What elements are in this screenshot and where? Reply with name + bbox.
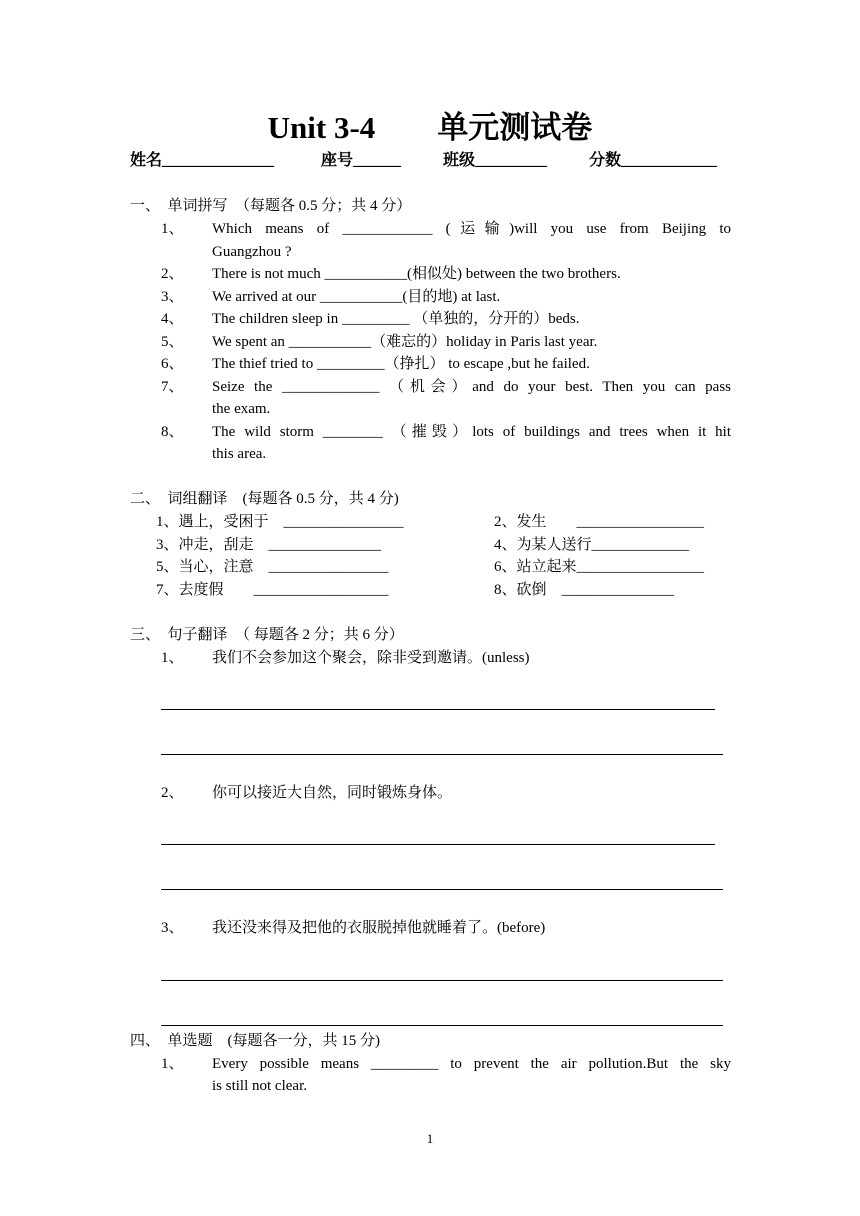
- s1-item1-text-cont: Guangzhou ?: [212, 244, 292, 260]
- s2-phrase6: 6、站立起来_________________: [494, 559, 705, 575]
- s2-phrase4: 4、为某人送行_____________: [494, 537, 690, 553]
- s1-item7-text-cont: the exam.: [212, 401, 271, 417]
- class-field[interactable]: 班级_________: [443, 152, 548, 169]
- answer-line[interactable]: [161, 980, 723, 981]
- answer-line[interactable]: [161, 754, 723, 755]
- seat-field[interactable]: 座号______: [321, 152, 402, 169]
- name-field[interactable]: 姓名______________: [130, 152, 275, 169]
- s2-phrase2: 2、发生 _________________: [494, 514, 705, 530]
- s1-item1-text: Which means of ____________ (运输)will you use from Beijing to: [212, 221, 731, 237]
- s4-item1-text: Every possible means _________ to prevent the air pollution.But the sky: [212, 1056, 731, 1072]
- score-field[interactable]: 分数____________: [589, 152, 718, 169]
- answer-line[interactable]: [161, 1025, 723, 1026]
- s1-item2-text: There is not much ___________(相似处) between the two brothers.: [212, 266, 621, 282]
- s1-item8-text: The wild storm ________ （摧毁）lots of buildings and trees when it hit: [212, 424, 731, 440]
- title-unit: Unit 3-4: [267, 110, 376, 145]
- s3-item2-number: 2、: [161, 785, 184, 801]
- s2-phrase5: 5、当心，注意 ________________: [156, 559, 389, 575]
- page-number: 1: [426, 1131, 434, 1146]
- s3-item3-text: 我还没来得及把他的衣服脱掉他就睡着了。(before): [212, 920, 546, 936]
- s1-item1-number: 1、: [161, 221, 184, 237]
- section2-heading: 二、 词组翻译 (每题各 0.5 分，共 4 分): [130, 491, 399, 507]
- s1-item7-text: Seize the _____________ （机会）and do your best. Then you can pass: [212, 379, 731, 395]
- s2-phrase1: 1、遇上，受困于 ________________: [156, 514, 404, 530]
- section4-heading: 四、 单选题 (每题各一分，共 15 分): [130, 1033, 380, 1049]
- title-test-name: 单元测试卷: [437, 110, 593, 145]
- s2-phrase7: 7、去度假 __________________: [156, 582, 389, 598]
- s1-item7-number: 7、: [161, 379, 184, 395]
- s1-item4-number: 4、: [161, 311, 184, 327]
- section1-heading: 一、 单词拼写 （每题各 0.5 分；共 4 分）: [130, 198, 412, 214]
- section3-heading: 三、 句子翻译 （ 每题各 2 分；共 6 分）: [130, 627, 404, 643]
- s2-phrase3: 3、冲走，刮走 _______________: [156, 537, 382, 553]
- s1-item8-number: 8、: [161, 424, 184, 440]
- s1-item3-number: 3、: [161, 289, 184, 305]
- s3-item1-text: 我们不会参加这个聚会，除非受到邀请。(unless): [212, 650, 530, 666]
- s3-item2-text: 你可以接近大自然，同时锻炼身体。: [212, 785, 453, 801]
- page-title: [0, 108, 860, 148]
- s2-phrase8: 8、砍倒 _______________: [494, 582, 675, 598]
- s1-item2-number: 2、: [161, 266, 184, 282]
- answer-line[interactable]: [161, 709, 715, 710]
- answer-line[interactable]: [161, 844, 715, 845]
- s1-item5-number: 5、: [161, 334, 184, 350]
- s4-item1-number: 1、: [161, 1056, 184, 1072]
- s3-item1-number: 1、: [161, 650, 184, 666]
- s4-item1-text-cont: is still not clear.: [212, 1078, 307, 1094]
- s1-item3-text: We arrived at our ___________(目的地) at last.: [212, 289, 501, 305]
- s1-item8-text-cont: this area.: [212, 446, 267, 462]
- s1-item6-number: 6、: [161, 356, 184, 372]
- s1-item5-text: We spent an ___________（难忘的）holiday in Paris last year.: [212, 334, 598, 350]
- answer-line[interactable]: [161, 889, 723, 890]
- s3-item3-number: 3、: [161, 920, 184, 936]
- s1-item6-text: The thief tried to _________（挣扎） to escape ,but he failed.: [212, 356, 590, 372]
- s1-item4-text: The children sleep in _________ （单独的，分开的）beds.: [212, 311, 580, 327]
